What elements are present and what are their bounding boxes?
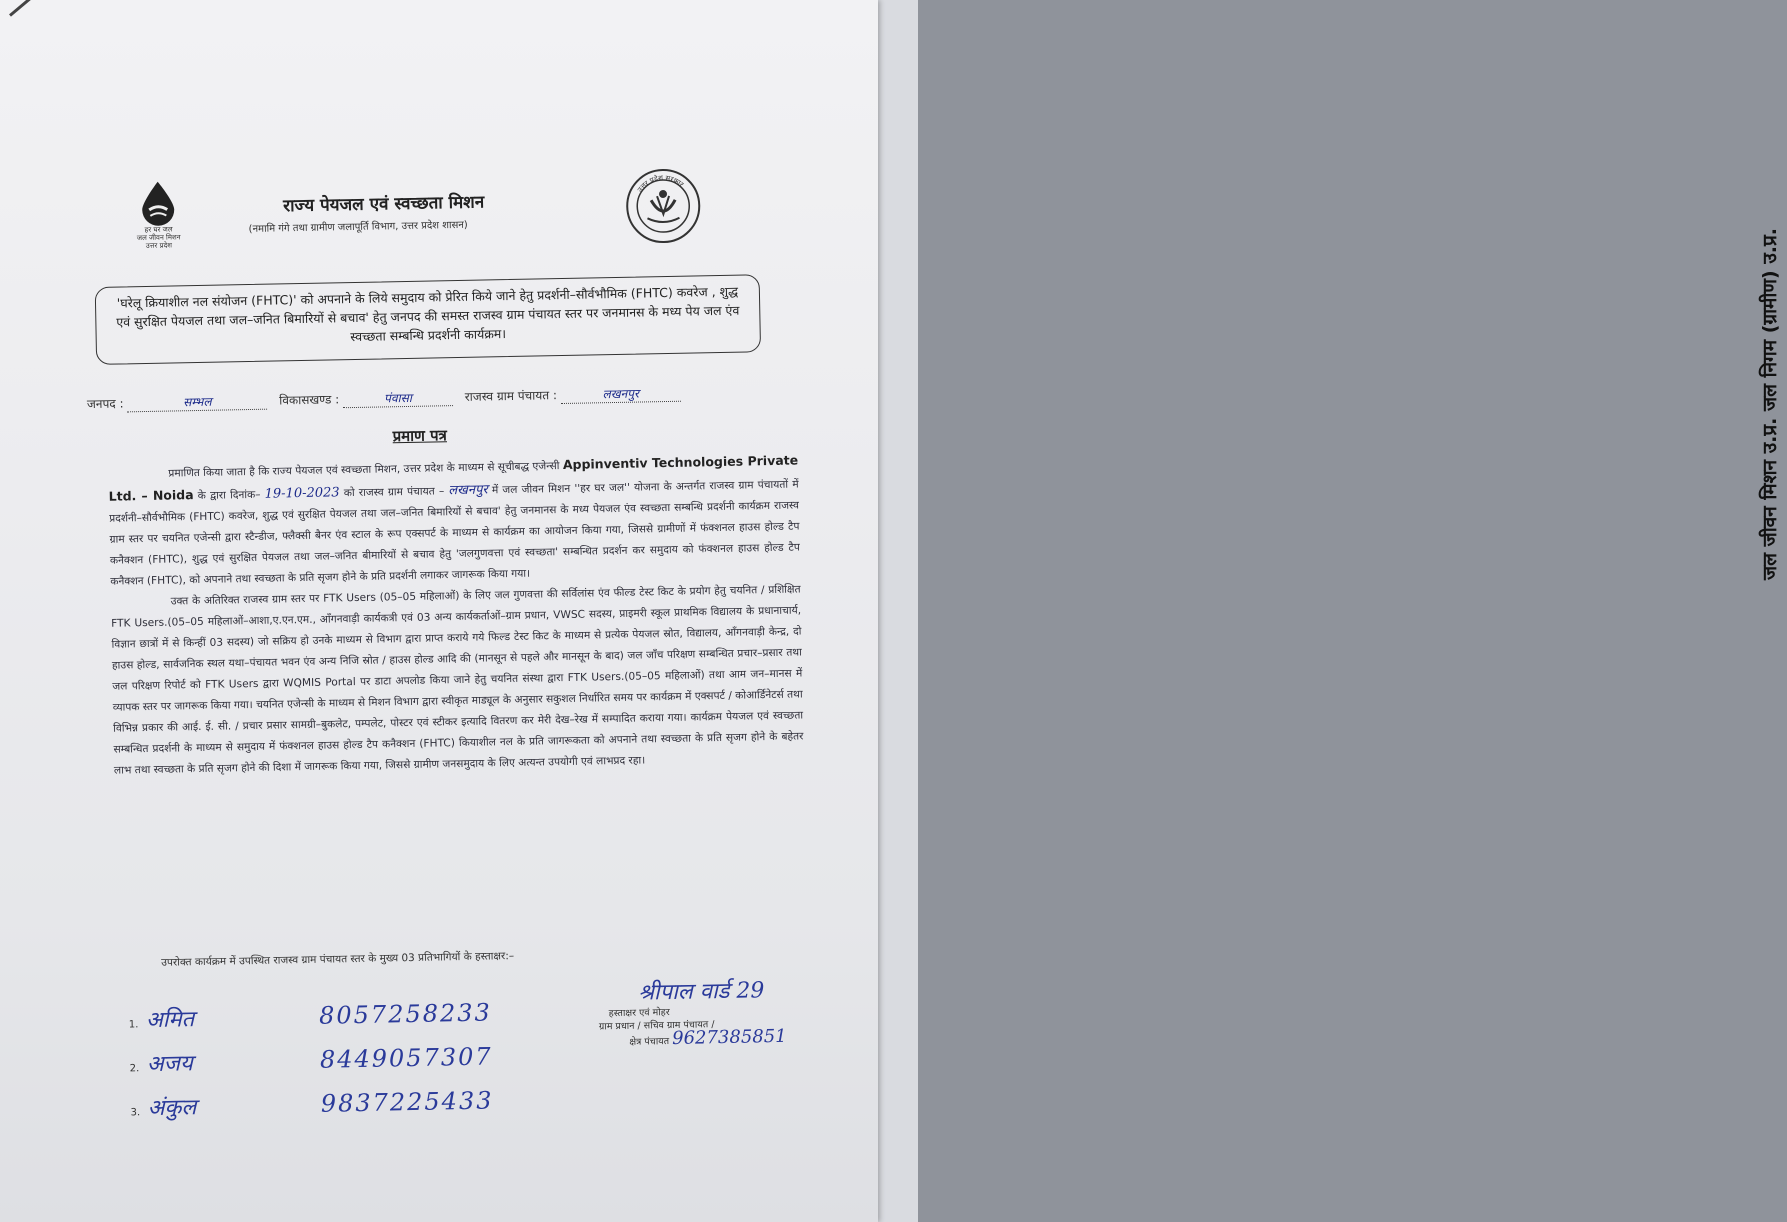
logo-caption-3: उत्तर प्रदेश [145, 241, 173, 250]
block-value: पंवासा [343, 388, 453, 408]
attendee-phone: 9837225433 [320, 1086, 494, 1118]
location-row [87, 381, 827, 413]
emblem-icon [622, 165, 704, 247]
attendee-name: अंकुल [147, 1095, 197, 1122]
p1-date-label: के द्वारा दिनांक– [197, 488, 261, 503]
attendee-number: 1. [128, 1019, 139, 1031]
paragraph-1 [108, 449, 800, 592]
signature-label: हस्ताक्षर एवं मोहर [608, 1007, 670, 1020]
org-subtitle: (नमामि गंगे तथा ग्रामीण जलापूर्ति विभाग, उत्तर प्रदेश शासन) [248, 219, 468, 235]
panchayat-value: लखनपुर [561, 384, 681, 404]
certificate-title: प्रमाण पत्र [392, 426, 448, 446]
org-title: राज्य पेयजल एवं स्वच्छता मिशन [282, 192, 485, 217]
program-panchayat: लखनपुर [448, 482, 488, 499]
water-drop-icon [138, 179, 179, 226]
block-label: विकासखण्ड : [279, 392, 340, 408]
subject-box: 'घरेलू क्रियाशील नल संयोजन (FHTC)' को अपनाने के लिये समुदाय को प्रेरित किये जाने हेतु प्रदर्शनी–सौर्वभौमिक (FHTC) कवरेज , शुद्ध एवं सुरक्षित पेयजल तथा जल–जनित बिमारियों से बचाव' हेतु जनपद की समस्त राजस्व ग्राम पंचायत स्तर पर जनमानस के मध्य पेय जल एंव स्वच्छता सम्बन्धि प्रदर्शनी कार्यक्रम। [95, 274, 761, 365]
seal-text: उत्तर प्रदेश सरकार [636, 173, 686, 194]
attendee-phone: 8057258233 [318, 998, 493, 1030]
attendee-phone: 8449057307 [319, 1042, 493, 1074]
attendance-intro: उपरोक्त कार्यक्रम में उपस्थित राजस्व ग्राम पंचायत स्तर के मुख्य 03 प्रतिभागियों के हस्ताक्षर:– [161, 950, 515, 969]
logo-caption-2: जल जीवन मिशन [136, 233, 181, 243]
pen-mark [9, 0, 46, 17]
signatory-role: ग्राम प्रधान / सचिव ग्राम पंचायत / [598, 1019, 715, 1033]
har-ghar-jal-logo [123, 179, 194, 250]
p1-body: में जल जीवन मिशन ''हर घर जल'' योजना के अन्तर्गत राजस्व ग्राम पंचायतों में प्रदर्शनी–सौर्वभौमिक (FHTC) कवरेज, शुद्ध एवं सुरक्षित पेयजल तथा जल–जनित बिमारियों से बचाव' हेतु जनमानस के मध्य पेयजल एंव स्वच्छता सम्बन्धि प्रदर्शनी कार्यक्रम राजस्व ग्राम स्तर पर चयनित एजेन्सी द्वारा स्टैन्डीज, फ्लैक्सी बैनर एंव स्टाल के रूप एक्सपर्ट के माध्यम से कार्यक्रम का आयोजन किया गया, जिससे ग्रामीणों में फंक्शनल हाउस होल्ड टैप कनैक्शन (FHTC), शुद्ध एवं सुरक्षित पेयजल तथा जल–जनित बीमारियों से बचाव हेतु 'जलगुणवत्ता एवं स्वच्छता' सम्बन्धित प्रदर्शन कर समुदाय को फंक्शनल हाउस होल्ड टैप कनैक्शन (FHTC), को अपनाने तथा स्वच्छता के प्रति सृजग होने के प्रति प्रदर्शनी लगाकर जागरूक किया गया। [109, 478, 800, 588]
attendee-name: अजय [146, 1051, 193, 1078]
certificate-page [0, 0, 878, 1222]
signatory-phone: 9627385851 [671, 1025, 787, 1050]
attendee-row [128, 997, 492, 1034]
signatory-signature: श्रीपाल वार्ड 29 [638, 978, 765, 1006]
attendee-row [129, 1041, 493, 1078]
logo-caption-1: हर घर जल [144, 225, 173, 234]
attendee-name: अमित [145, 1007, 195, 1034]
district-value: सम्भल [127, 392, 267, 413]
signatory-role-text: क्षेत्र पंचायत [629, 1036, 670, 1048]
attendee-number: 2. [129, 1063, 140, 1075]
panchayat-label: राजस्व ग्राम पंचायत : [464, 388, 558, 404]
attendee-number: 3. [130, 1107, 141, 1119]
district-label: जनपद : [86, 396, 124, 412]
paragraph-2: उक्त के अतिरिक्त राजस्व ग्राम स्तर पर FTK Users (05–05 महिलाओं) के लिए जल गुणवत्ता की सर्विलांस एंव फील्ड टेस्ट किट के प्रयोग हेतु चयनित / प्रशिक्षित FTK Users.(05–05 महिलाओं–आशा,ए.एन.एम., आँगनवाड़ी कार्यकत्री एवं 03 अन्य कार्यकर्ताओं–ग्राम प्रधान, VWSC सदस्य, प्राइमरी स्कूल प्राथमिक विद्यालय के प्रधानाचार्य, विज्ञान छात्रों में से किन्हीं 03 सदस्य) जो सक्रिय हो उनके माध्यम से विभाग द्वारा प्राप्त कराये गये फिल्ड टेस्ट किट के माध्यम से प्रत्येक पेयजल स्रोत, विद्यालय, आँगनवाड़ी केन्द्र, दो हाउस होल्ड, सार्वजनिक स्थल यथा–पंचायत भवन एंव अन्य निजि स्रोत / हाउस होल्ड आदि की (मानसून से पहले और मानसून के बाद) जल जाँच परिक्षण सम्बन्धित प्रचार–प्रसार तथा जल परिक्षण रिपोर्ट को FTK Users द्वारा WQMIS Portal पर डाटा अपलोड किया जाने हेतु चयनित संस्था द्वारा FTK Users.(05–05 महिलाओं) तथा आम जन–मानस में व्यापक स्तर पर जागरूक किया गया। चयनित एजेन्सी के माध्यम से मिशन विभाग द्वारा स्वीकृत माड्यूल के अनुसार सकुशल निर्धारित समय पर कार्यक्रम में एक्सपर्ट / कोआर्डिनेटर्स तथा विभिन्न प्रकार की आई. ई. सी. / प्रचार प्रसार सामग्री–बुकलेट, पम्पलेट, पोस्टर एवं स्टीकर इत्यादि वितरण कर मेरी देख–रेख में सम्पादित कराया गया। कार्यक्रम पेयजल एवं स्वच्छता सम्बन्धित प्रदर्शनी के माध्यम से समुदाय में फंक्शनल हाउस होल्ड टैप कनैक्शन (FHTC) कियाशील नल के प्रति जागरूकता को अपनाने तथा स्वच्छता के प्रति सृजग होने के बहेतर लाभ तथा स्वच्छता के प्रति सृजग होने की दिशा में जागरूक किया गया, जिससे ग्रामीण जनसमुदाय के लिए अत्यन्त उपयोगी एवं लाभप्रद रहा। [111, 583, 804, 777]
agency-name: Appinventiv Technologies Private Ltd. – Noida [108, 452, 799, 504]
signatory-block [598, 973, 839, 1050]
program-date: 19-10-2023 [264, 485, 340, 502]
up-government-seal [622, 165, 704, 251]
side-strip-text: जल जीवन मिशन उ.प्र. जल निगम (ग्रामीण) उ.प्र. [1759, 227, 1781, 580]
document-body [82, 153, 841, 1167]
attendee-row [130, 1085, 494, 1122]
p1-intro: प्रमाणित किया जाता है कि राज्य पेयजल एवं स्वच्छता मिशन, उत्तर प्रदेश के माध्यम से सूचीबद्ध एजेन्सी [168, 460, 560, 480]
p1-panchayat-label: को राजस्व ग्राम पंचायत – [343, 485, 445, 500]
certificate-body [108, 449, 804, 781]
